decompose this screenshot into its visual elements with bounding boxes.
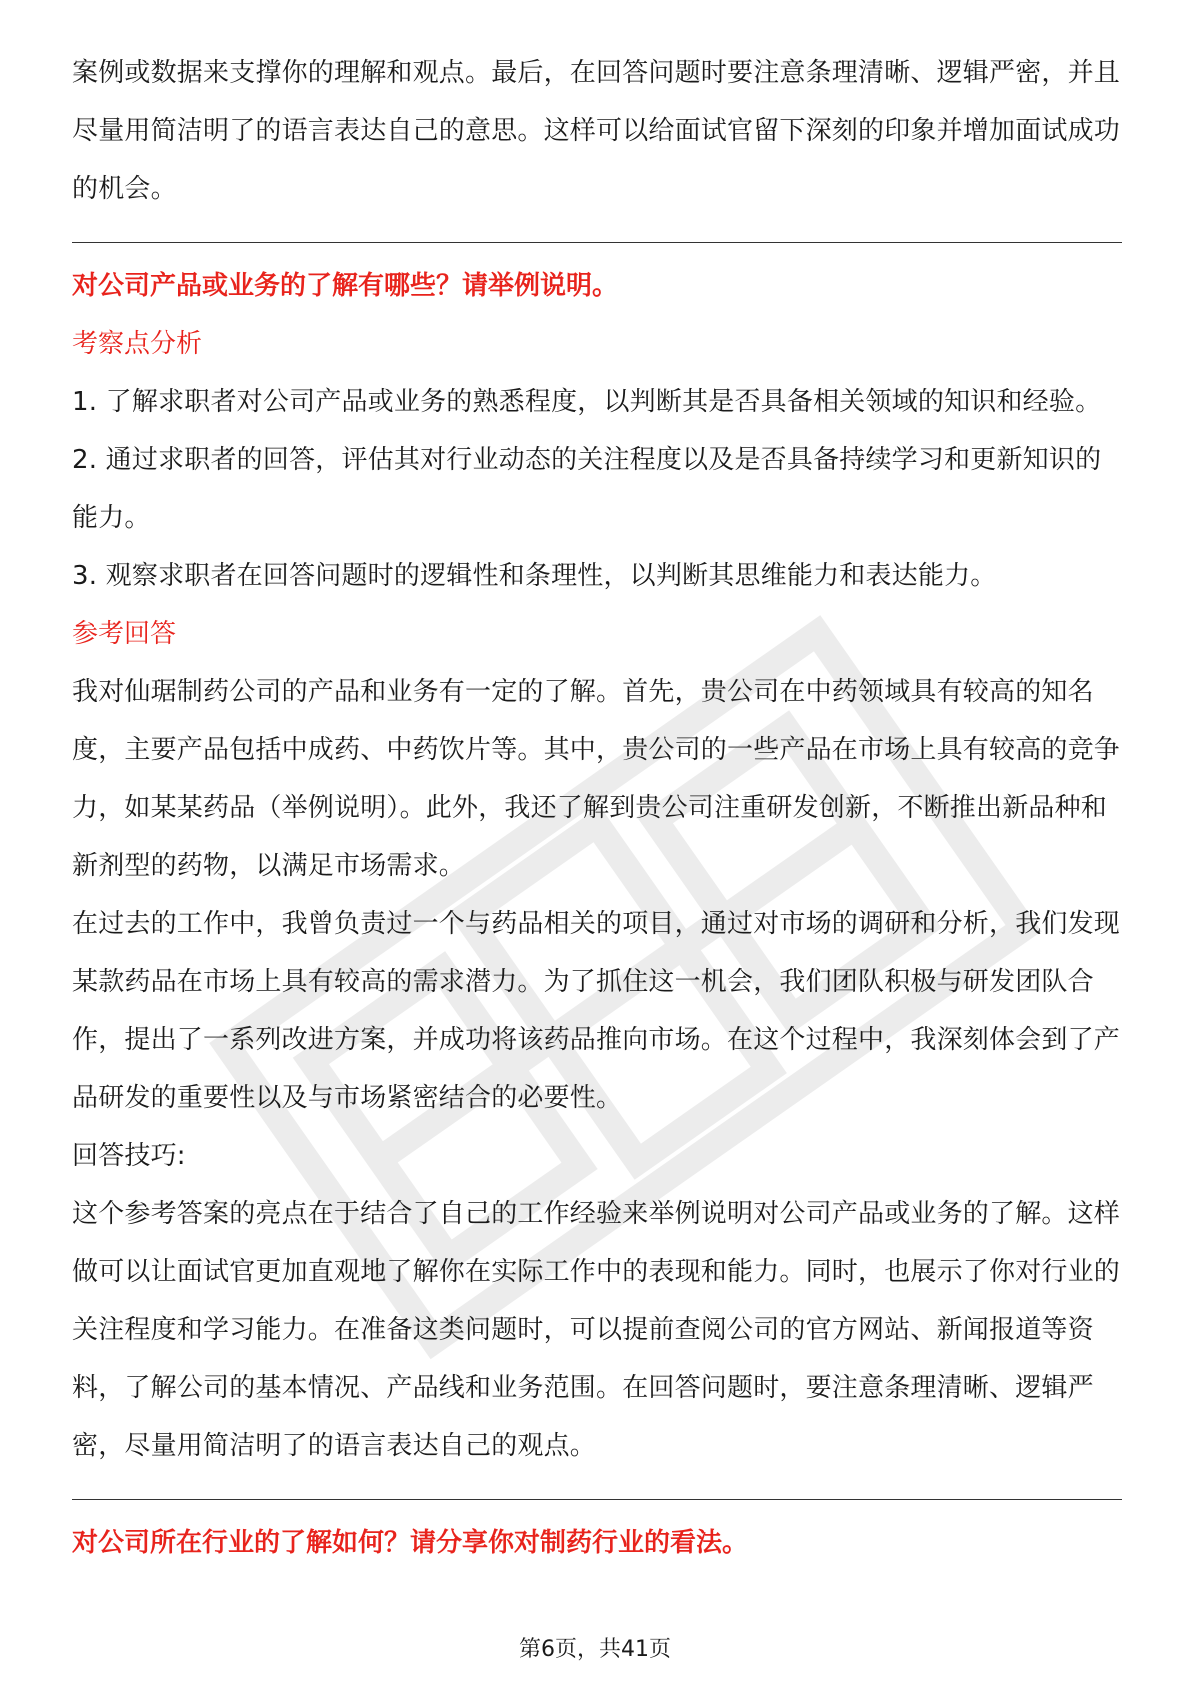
section-divider <box>72 1499 1122 1500</box>
question-title: 对公司产品或业务的了解有哪些？请举例说明。 <box>72 271 619 301</box>
tips-heading: 回答技巧: <box>72 1141 186 1171</box>
analysis-item: 1. 了解求职者对公司产品或业务的熟悉程度，以判断其是否具备相关领域的知识和经验。 <box>72 387 1102 417</box>
main-content <box>72 44 1122 1572</box>
analysis-item: 3. 观察求职者在回答问题时的逻辑性和条理性，以判断其思维能力和表达能力。 <box>72 561 997 591</box>
section-divider <box>72 242 1122 243</box>
answer-paragraph: 我对仙琚制药公司的产品和业务有一定的了解。首先，贵公司在中药领域具有较高的知名度，主要产品包括中成药、中药饮片等。其中，贵公司的一些产品在市场上具有较高的竞争力，如某某药品（举例说明）。此外，我还了解到贵公司注重研发创新，不断推出新品种和新剂型的药物，以满足市场需求。 <box>72 677 1121 881</box>
analysis-item: 2. 通过求职者的回答，评估其对行业动态的关注程度以及是否具备持续学习和更新知识的能力。 <box>72 445 1102 533</box>
tips-paragraph: 这个参考答案的亮点在于结合了自己的工作经验来举例说明对公司产品或业务的了解。这样做可以让面试官更加直观地了解你在实际工作中的表现和能力。同时，也展示了你对行业的关注程度和学习能力。在准备这类问题时，可以提前查阅公司的官方网站、新闻报道等资料，了解公司的基本情况、产品线和业务范围。在回答问题时，要注意条理清晰、逻辑严密，尽量用简洁明了的语言表达自己的观点。 <box>72 1199 1121 1461</box>
page-footer: 第6页，共41页 <box>519 1637 671 1662</box>
next-question-title: 对公司所在行业的了解如何？请分享你对制药行业的看法。 <box>72 1528 749 1558</box>
answer-heading: 参考回答 <box>72 619 177 649</box>
intro-paragraph: 案例或数据来支撑你的理解和观点。最后，在回答问题时要注意条理清晰、逻辑严密，并且尽量用简洁明了的语言表达自己的意思。这样可以给面试官留下深刻的印象并增加面试成功的机会。 <box>72 58 1121 204</box>
answer-paragraph: 在过去的工作中，我曾负责过一个与药品相关的项目，通过对市场的调研和分析，我们发现某款药品在市场上具有较高的需求潜力。为了抓住这一机会，我们团队积极与研发团队合作，提出了一系列改进方案，并成功将该药品推向市场。在这个过程中，我深刻体会到了产品研发的重要性以及与市场紧密结合的必要性。 <box>72 909 1121 1113</box>
analysis-heading: 考察点分析 <box>72 329 203 359</box>
